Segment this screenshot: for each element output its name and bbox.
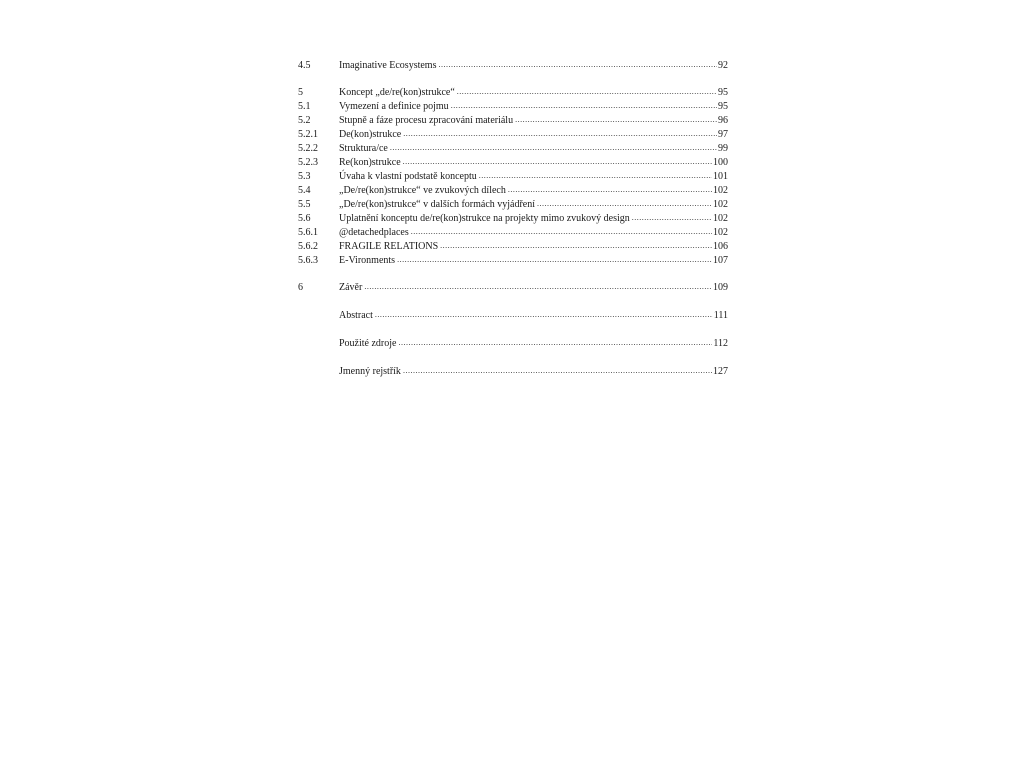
toc-entry-page: 102 [713, 199, 728, 210]
dot-leader [398, 336, 712, 350]
dot-leader [508, 183, 712, 197]
toc-entry-number: 5.4 [298, 185, 311, 196]
toc-entry-page: 99 [718, 143, 728, 154]
toc-entry-page: 102 [713, 227, 728, 238]
toc-entry-number: 5.5 [298, 199, 311, 210]
toc-entry-number: 5.6 [298, 213, 311, 224]
toc-entry-page: 109 [713, 282, 728, 293]
toc-entry-title: Imaginative Ecosystems [339, 60, 437, 71]
toc-entry-page: 111 [713, 310, 728, 321]
toc-entry-5-2-1 [298, 128, 728, 142]
toc-entry-5-2 [298, 114, 728, 128]
toc-entry-title: Struktura/ce [339, 143, 388, 154]
dot-leader [364, 280, 712, 294]
toc-entry-6 [298, 281, 728, 295]
toc-entry-title: Re(kon)strukce [339, 157, 401, 168]
toc-entry-page: 100 [713, 157, 728, 168]
toc-entry-page: 97 [718, 129, 728, 140]
dot-leader [390, 141, 717, 155]
dot-leader [515, 113, 717, 127]
dot-leader [537, 197, 712, 211]
dot-leader [403, 127, 717, 141]
toc-entry-title: Stupně a fáze procesu zpracování materiálu [339, 115, 514, 126]
toc-entry-number: 5.6.2 [298, 241, 318, 252]
toc-entry-5-5 [298, 198, 728, 212]
toc-entry-number: 5.2 [298, 115, 311, 126]
toc-entry-5 [298, 86, 728, 100]
toc-entry-5-3 [298, 170, 728, 184]
section-spacer [298, 351, 728, 365]
toc-entry-5-6 [298, 212, 728, 226]
toc-entry-title: Použité zdroje [339, 338, 397, 349]
toc-entry-page: 106 [713, 241, 728, 252]
toc-entry-page: 95 [718, 87, 728, 98]
toc-entry-5-6-3 [298, 254, 728, 268]
toc-entry-title: „De/re(kon)strukce“ ve zvukových dílech [339, 185, 506, 196]
dot-leader [457, 85, 717, 99]
toc-entry-number: 5.6.3 [298, 255, 318, 266]
dot-leader [632, 211, 712, 225]
toc-entry-page: 112 [713, 338, 728, 349]
toc-entry-number: 5.6.1 [298, 227, 318, 238]
toc-entry-abstract [298, 309, 728, 323]
toc-entry-number: 5.3 [298, 171, 311, 182]
section-spacer [298, 323, 728, 337]
dot-leader [440, 239, 712, 253]
toc-entry-5-2-3 [298, 156, 728, 170]
toc-entry-title: FRAGILE RELATIONS [339, 241, 439, 252]
toc-entry-title: Uplatnění konceptu de/re(kon)strukce na projekty mimo zvukový design [339, 213, 630, 224]
toc-entry-title: E-Vironments [339, 255, 396, 266]
toc-entry-number: 5.2.3 [298, 157, 318, 168]
toc-entry-number: 5.2.2 [298, 143, 318, 154]
toc-entry-page: 101 [713, 171, 728, 182]
toc-entry-5-2-2 [298, 142, 728, 156]
toc-entry-page: 92 [718, 60, 728, 71]
toc-entry-page: 95 [718, 101, 728, 112]
toc-entry-page: 127 [713, 366, 728, 377]
toc-entry-5-1 [298, 100, 728, 114]
toc-entry-5-4 [298, 184, 728, 198]
dot-leader [438, 58, 717, 72]
toc-entry-title: Koncept „de/re(kon)strukce“ [339, 87, 455, 98]
dot-leader [403, 155, 712, 169]
section-spacer [298, 295, 728, 309]
toc-entry-title: Vymezení a definice pojmu [339, 101, 449, 112]
dot-leader [397, 253, 712, 267]
toc-entry-title: „De/re(kon)strukce“ v dalších formách vyjádření [339, 199, 536, 210]
toc-entry-page: 102 [713, 213, 728, 224]
toc-entry-number: 5 [298, 87, 303, 98]
toc-entry-name-index [298, 365, 728, 379]
dot-leader [451, 99, 717, 113]
toc-entry-page: 102 [713, 185, 728, 196]
toc-entry-page: 107 [713, 255, 728, 266]
toc-entry-5-6-1 [298, 226, 728, 240]
dot-leader [403, 364, 712, 378]
toc-entry-title: De(kon)strukce [339, 129, 402, 140]
toc-entry-title: Závěr [339, 282, 363, 293]
toc-entry-page: 96 [718, 115, 728, 126]
table-of-contents [298, 59, 728, 379]
toc-entry-title: Abstract [339, 310, 373, 321]
toc-entry-number: 4.5 [298, 60, 311, 71]
toc-entry-4-5 [298, 59, 728, 73]
dot-leader [411, 225, 712, 239]
toc-entry-sources [298, 337, 728, 351]
toc-entry-5-6-2 [298, 240, 728, 254]
toc-entry-title: Úvaha k vlastní podstatě konceptu [339, 171, 477, 182]
toc-entry-number: 5.1 [298, 101, 311, 112]
toc-entry-title: Jmenný rejstřík [339, 366, 401, 377]
toc-entry-title: @detachedplaces [339, 227, 409, 238]
toc-entry-number: 5.2.1 [298, 129, 318, 140]
toc-entry-number: 6 [298, 282, 303, 293]
dot-leader [479, 169, 712, 183]
dot-leader [375, 308, 713, 322]
